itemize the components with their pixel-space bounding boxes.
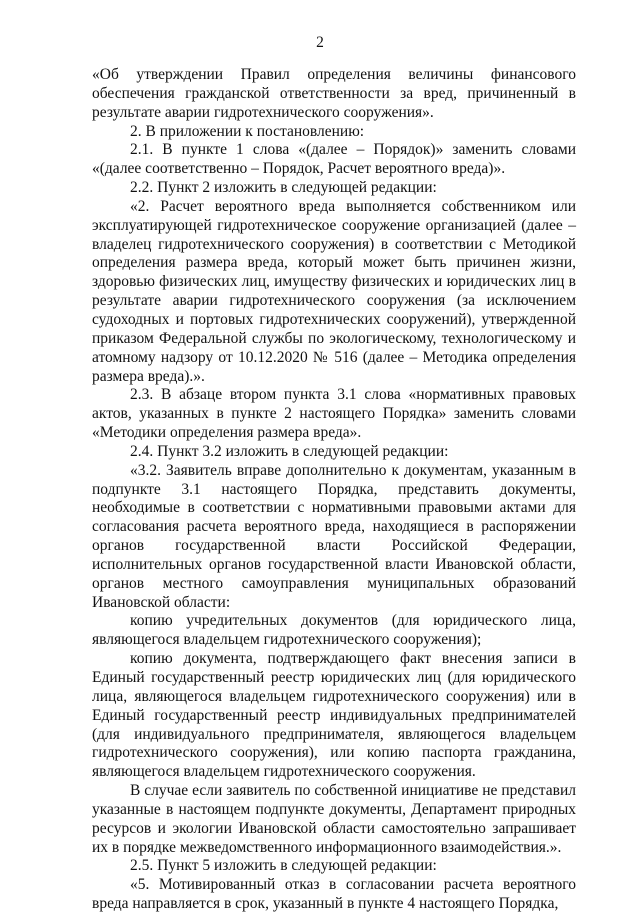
page-number: 2 [316, 34, 324, 51]
paragraph: 2.5. Пункт 5 изложить в следующей редакции: [130, 857, 437, 875]
paragraph: 2.2. Пункт 2 изложить в следующей редакции: [130, 179, 437, 197]
paragraph: «2. Расчет вероятного вреда выполняется собственником или эксплуатирующей гидротехническое сооружение организацией (далее – владелец гидротехнического сооружения) в соответствии с Методикой определения размера вреда, который может быть причинен жизни, здоровью физических лиц, имуществу физических и юридических лиц в результате аварии гидротехнического сооружения (за исключением судоходных и портовых гидротехнических сооружений), утвержденной приказом Федеральной службы по экологическому, технологическому и атомному надзору от 10.12.2020 № 516 (далее – Методика определения размера вреда).». [92, 197, 576, 385]
paragraph: 2. В приложении к постановлению: [130, 122, 365, 140]
paragraph: «Об утверждении Правил определения величины финансового обеспечения гражданской ответственности за вред, причиненный в результате аварии гидротехнического сооружения». [92, 66, 576, 121]
paragraph: копию документа, подтверждающего факт внесения записи в Единый государственный реестр юридических лиц (для юридического лица, являющегося владельцем гидротехнического сооружения) или в Единый государственный реестр индивидуальных предпринимателей (для индивидуального предпринимателя, являющегося владельцем гидротехнического сооружения), или копию паспорта гражданина, являющегося владельцем гидротехнического сооружения. [92, 650, 576, 781]
paragraph: «5. Мотивированный отказ в согласовании расчета вероятного вреда направляется в срок, указанный в пункте 4 настоящего Порядка, [92, 876, 576, 913]
paragraph: 2.1. В пункте 1 слова «(далее – Порядок)» заменить словами «(далее соответственно – Порядок, Расчет вероятного вреда)». [92, 141, 576, 178]
paragraph: В случае если заявитель по собственной инициативе не представил указанные в настоящем подпункте документы, Департамент природных ресурсов и экологии Ивановской области самостоятельно запрашивает их в порядке межведомственного информационного взаимодействия.». [92, 782, 576, 856]
paragraph: копию учредительных документов (для юридического лица, являющегося владельцем гидротехнического сооружения); [92, 612, 576, 649]
paragraph: «3.2. Заявитель вправе дополнительно к документам, указанным в подпункте 3.1 настоящего Порядка, представить документы, необходимые в соответствии с нормативными правовыми актами для согласования расчета вероятного вреда, находящиеся в распоряжении органов государственной власти Российской Федерации, исполнительных органов государственной власти Ивановской области, органов местного самоуправления муниципальных образований Ивановской области: [92, 461, 576, 611]
paragraph: 2.4. Пункт 3.2 изложить в следующей редакции: [130, 442, 449, 460]
document-body [92, 66, 576, 914]
paragraph: 2.3. В абзаце втором пункта 3.1 слова «нормативных правовых актов, указанных в пункте 2 настоящего Порядка» заменить словами «Методики определения размера вреда». [92, 386, 576, 442]
